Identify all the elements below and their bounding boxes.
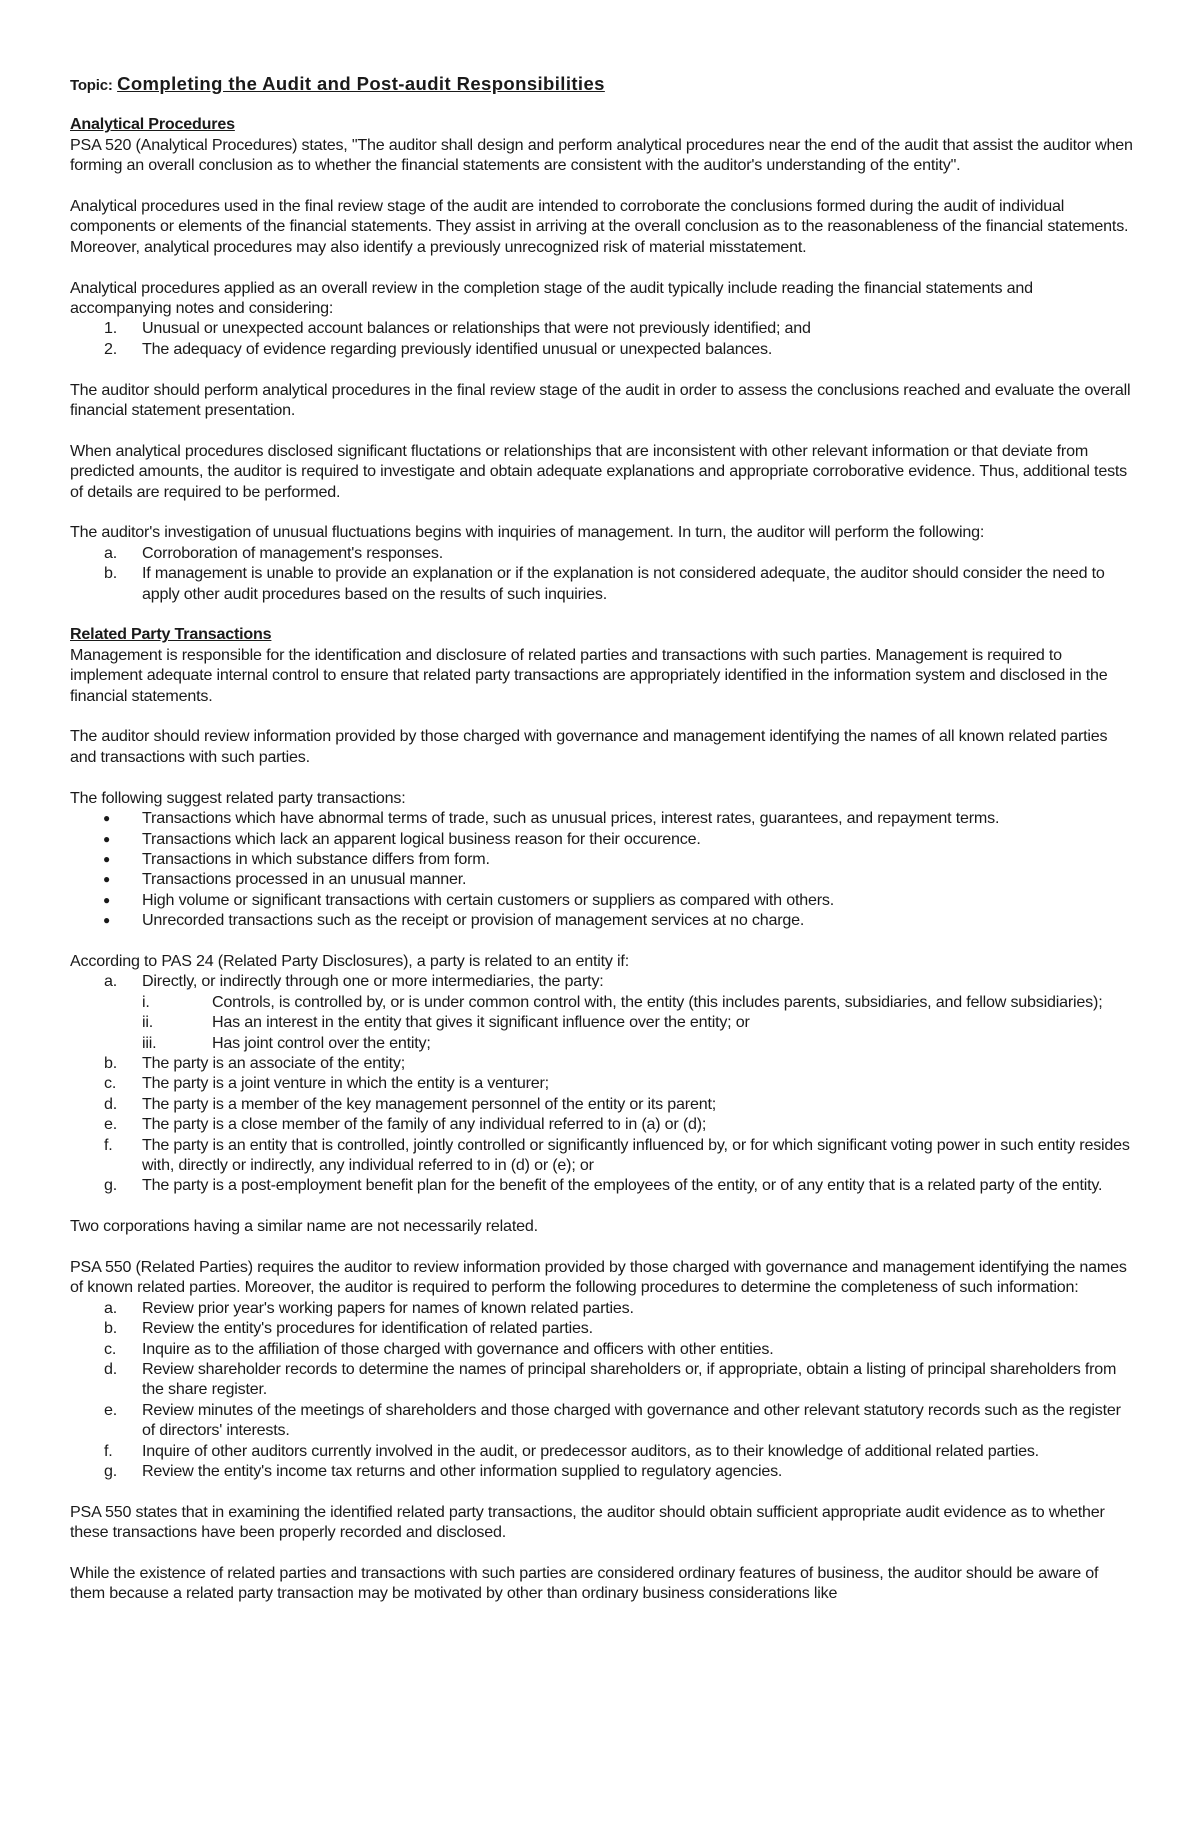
- list-item-text: Corroboration of management's responses.: [142, 543, 444, 562]
- section-heading: Related Party Transactions: [70, 625, 272, 644]
- list-marker: b.: [104, 1319, 118, 1338]
- list-item: [70, 1359, 1135, 1400]
- bullet-icon: ●: [103, 892, 111, 907]
- list-item-text: Inquire of other auditors currently involved in the audit, or predecessor auditors, as to their knowledge of additional related parties.: [142, 1441, 1039, 1460]
- list-marker: a.: [104, 543, 118, 562]
- paragraph: The auditor should review information provided by those charged with governance and management identifying the names of all known related parties and transactions with such parties.: [70, 727, 1108, 766]
- list-item-text: The party is a close member of the family of any individual referred to in (a) or (d);: [142, 1115, 707, 1134]
- paragraph: The auditor should perform analytical procedures in the final review stage of the audit in order to assess the conclusions reached and evaluate the overall financial statement presentation.: [70, 380, 1131, 420]
- list-marker: g.: [104, 1462, 118, 1481]
- list-item: [70, 910, 1135, 930]
- list-item: [70, 849, 1135, 869]
- list-item-text: The party is an entity that is controlled, jointly controlled or significantly influenced by, or for which significant voting power in such entity resides with, directly or indirectly, any individual referred to in (d) or (e); or: [142, 1135, 1130, 1174]
- list-marker: b.: [104, 564, 118, 583]
- list-item: [70, 339, 1135, 359]
- list-item: [70, 1094, 1135, 1114]
- list-item-text: Inquire as to the affiliation of those charged with governance and officers with other entities.: [142, 1339, 774, 1358]
- list-item: [70, 890, 1135, 910]
- paragraph: Analytical procedures used in the final review stage of the audit are intended to corroborate the conclusions formed during the audit of individual components or elements of the financial statements. They assist in arriving at the overall conclusion as to the reasonableness of the financial statements. Moreover, analytical procedures may also identify a previously unrecognized risk of material misstatement.: [70, 197, 1129, 256]
- sub-list-item: [70, 1033, 1135, 1053]
- list-marker: 2.: [104, 339, 118, 358]
- list-item-text: Has joint control over the entity;: [212, 1033, 431, 1052]
- lettered-list: [70, 971, 1135, 1195]
- sub-list-item: [70, 992, 1135, 1012]
- list-item: [70, 318, 1135, 338]
- list-marker: a.: [104, 1298, 118, 1317]
- list-marker: g.: [104, 1176, 118, 1195]
- list-marker: e.: [104, 1400, 118, 1419]
- list-item-text: Has an interest in the entity that gives it significant influence over the entity; or: [212, 1013, 750, 1032]
- paragraph: According to PAS 24 (Related Party Disclosures), a party is related to an entity if:: [70, 951, 629, 970]
- list-item: [70, 563, 1135, 604]
- list-item: [70, 1114, 1135, 1134]
- list-item: [70, 1175, 1135, 1195]
- list-marker: i.: [142, 992, 150, 1011]
- section-related-party-transactions: [70, 624, 1135, 1603]
- list-item: [70, 1400, 1135, 1441]
- topic-label: Topic:: [70, 77, 113, 94]
- paragraph: Analytical procedures applied as an overall review in the completion stage of the audit typically include reading the financial statements and accompanying notes and considering:: [70, 278, 1033, 318]
- bullet-icon: ●: [103, 831, 111, 846]
- list-item-text: Directly, or indirectly through one or more intermediaries, the party:: [142, 972, 604, 991]
- topic-title: Completing the Audit and Post-audit Responsibilities: [117, 73, 605, 94]
- paragraph: Management is responsible for the identification and disclosure of related parties and transactions with such parties. Management is required to implement adequate internal control to ensure that related party transactions are appropriately identified in the information system and disclosed in the financial statements.: [70, 645, 1108, 705]
- section-analytical-procedures: [70, 114, 1135, 604]
- list-item-text: Review the entity's income tax returns and other information supplied to regulatory agencies.: [142, 1462, 783, 1481]
- section-heading: Analytical Procedures: [70, 115, 235, 134]
- numbered-list: [70, 318, 1135, 359]
- paragraph: While the existence of related parties and transactions with such parties are considered ordinary features of business, the auditor should be aware of them because a related party transaction may be motivated by other than ordinary business considerations like: [70, 1564, 1099, 1603]
- list-marker: a.: [104, 972, 118, 991]
- list-item: [70, 1073, 1135, 1093]
- list-marker: e.: [104, 1115, 118, 1134]
- list-item-text: High volume or significant transactions with certain customers or suppliers as compared with others.: [142, 890, 835, 909]
- list-item-text: Review the entity's procedures for identification of related parties.: [142, 1319, 593, 1338]
- list-item-text: Unrecorded transactions such as the receipt or provision of management services at no charge.: [142, 911, 805, 930]
- list-marker: ii.: [142, 1013, 154, 1032]
- list-item: [70, 1298, 1135, 1318]
- list-item-text: Transactions in which substance differs from form.: [142, 849, 490, 868]
- list-item: [70, 1053, 1135, 1073]
- list-item-text: If management is unable to provide an explanation or if the explanation is not considered adequate, the auditor should consider the need to apply other audit procedures based on the results of such inquiries.: [142, 564, 1105, 603]
- list-item: [70, 543, 1135, 563]
- list-item-text: The party is a joint venture in which the entity is a venturer;: [142, 1074, 549, 1093]
- paragraph: PSA 550 states that in examining the identified related party transactions, the auditor should obtain sufficient appropriate audit evidence as to whether these transactions have been properly recorded and disclosed.: [70, 1502, 1105, 1542]
- bullet-icon: ●: [103, 913, 111, 928]
- list-item: [70, 1135, 1135, 1176]
- list-item-text: Controls, is controlled by, or is under common control with, the entity (this includes parents, subsidiaries, and fellow subsidiaries);: [212, 992, 1103, 1011]
- list-item-text: Transactions which lack an apparent logical business reason for their occurence.: [142, 829, 701, 848]
- list-marker: c.: [104, 1339, 117, 1358]
- list-marker: d.: [104, 1094, 118, 1113]
- paragraph: The following suggest related party transactions:: [70, 788, 406, 807]
- list-item-text: The party is an associate of the entity;: [142, 1053, 406, 1072]
- list-item-text: The adequacy of evidence regarding previously identified unusual or unexpected balances.: [142, 339, 773, 358]
- list-item: [70, 1318, 1135, 1338]
- lettered-list: [70, 543, 1135, 604]
- document-page: [70, 74, 1135, 1604]
- lettered-list: [70, 1298, 1135, 1482]
- list-item-text: Unusual or unexpected account balances or relationships that were not previously identified; and: [142, 319, 811, 338]
- bullet-icon: ●: [103, 851, 111, 866]
- list-item-text: Review prior year's working papers for names of known related parties.: [142, 1298, 634, 1317]
- list-item-text: The party is a post-employment benefit plan for the benefit of the employees of the entity, or of any entity that is a related party of the entity.: [142, 1176, 1103, 1195]
- list-item: [70, 869, 1135, 889]
- list-item: [70, 971, 1135, 991]
- bullet-icon: ●: [103, 872, 111, 887]
- bullet-list: [70, 808, 1135, 930]
- paragraph: When analytical procedures disclosed significant fluctations or relationships that are inconsistent with other relevant information or that deviate from predicted amounts, the auditor is required to investigate and obtain adequate explanations and appropriate corroborative evidence. Thus, additional tests of details are required to be performed.: [70, 441, 1128, 501]
- list-item: [70, 808, 1135, 828]
- list-item: [70, 1339, 1135, 1359]
- bullet-icon: ●: [103, 811, 111, 826]
- paragraph: Two corporations having a similar name are not necessarily related.: [70, 1217, 538, 1236]
- list-item-text: Review shareholder records to determine the names of principal shareholders or, if appropriate, obtain a listing of principal shareholders from the share register.: [142, 1360, 1117, 1399]
- list-marker: d.: [104, 1360, 118, 1379]
- list-item: [70, 829, 1135, 849]
- sub-list-item: [70, 1012, 1135, 1032]
- list-item-text: The party is a member of the key management personnel of the entity or its parent;: [142, 1094, 717, 1113]
- paragraph: PSA 520 (Analytical Procedures) states, "The auditor shall design and perform analytical procedures near the end of the audit that assist the auditor when forming an overall conclusion as to whether the financial statements are consistent with the auditor's understanding of the entity".: [70, 135, 1133, 175]
- list-item-text: Review minutes of the meetings of shareholders and those charged with governance and other relevant statutory records such as the register of directors' interests.: [142, 1400, 1121, 1440]
- list-marker: c.: [104, 1074, 117, 1093]
- list-item: [70, 1441, 1135, 1461]
- list-item-text: Transactions which have abnormal terms of trade, such as unusual prices, interest rates, guarantees, and repayment terms.: [142, 809, 1000, 828]
- list-marker: b.: [104, 1053, 118, 1072]
- list-marker: f.: [104, 1441, 113, 1460]
- list-item-text: Transactions processed in an unusual manner.: [142, 870, 467, 889]
- list-item: [70, 1461, 1135, 1481]
- list-marker: 1.: [104, 319, 118, 338]
- paragraph: The auditor's investigation of unusual fluctuations begins with inquiries of management. In turn, the auditor will perform the following:: [70, 523, 985, 542]
- list-marker: iii.: [142, 1033, 157, 1052]
- paragraph: PSA 550 (Related Parties) requires the auditor to review information provided by those charged with governance and management identifying the names of known related parties. Moreover, the auditor is required to perform the following procedures to determine the completeness of such information:: [70, 1257, 1127, 1297]
- topic-line: [70, 74, 1135, 96]
- list-marker: f.: [104, 1135, 113, 1154]
